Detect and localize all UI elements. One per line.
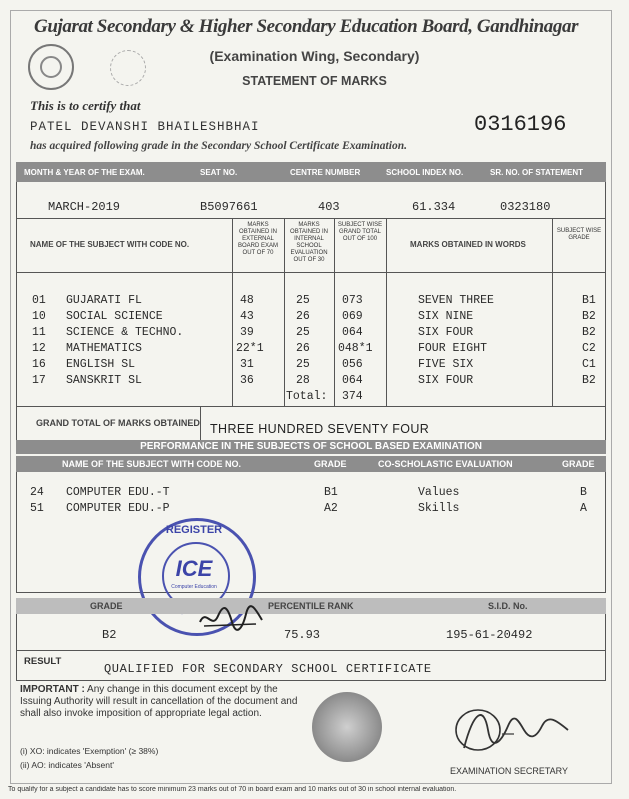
table-row [0, 310, 629, 326]
board-title: Gujarat Secondary & Higher Secondary Education Board, Gandhinagar [34, 16, 579, 37]
subject-name: ENGLISH SL [66, 358, 136, 371]
subject-grade: C1 [582, 358, 596, 371]
subject-external: 22*1 [236, 342, 264, 355]
table-row [0, 294, 629, 310]
info-header-index: SCHOOL INDEX NO. [386, 168, 464, 177]
info-seat: B5097661 [200, 200, 258, 214]
result-value: QUALIFIED FOR SECONDARY SCHOOL CERTIFICATE [104, 662, 432, 676]
subject-words: FIVE SIX [418, 358, 474, 371]
subject-words: SEVEN THREE [418, 294, 494, 307]
legend-absent: (ii) AO: indicates 'Absent' [20, 760, 114, 770]
subject-code: 12 [32, 342, 46, 355]
school-based-title: PERFORMANCE IN THE SUBJECTS OF SCHOOL BASED EXAMINATION [140, 441, 482, 452]
summary-header-sid: S.I.D. No. [488, 601, 528, 611]
legend-exemption: (i) XO: indicates 'Exemption' (≥ 38%) [20, 746, 159, 756]
subject-grade: C2 [582, 342, 596, 355]
table-row [0, 326, 629, 342]
summary-header-percentile: PERCENTILE RANK [268, 601, 354, 611]
subject-total: 064 [342, 326, 363, 339]
subject-code: 16 [32, 358, 46, 371]
subject-internal: 28 [296, 374, 310, 387]
certify-text: This is to certify that [30, 98, 141, 113]
serial-number: 0316196 [474, 112, 567, 137]
sb-grade: A2 [324, 502, 338, 515]
subject-name: SCIENCE & TECHNO. [66, 326, 184, 339]
subject-internal: 26 [296, 342, 310, 355]
student-name: PATEL DEVANSHI BHAILESHBHAI [30, 120, 260, 134]
subject-external: 31 [240, 358, 254, 371]
sb-grade: B1 [324, 486, 338, 499]
info-centre: 403 [318, 200, 340, 214]
sb-name: COMPUTER EDU.-T [66, 486, 170, 499]
result-label: RESULT [24, 656, 62, 667]
subject-words: SIX NINE [418, 310, 474, 323]
subject-external: 39 [240, 326, 254, 339]
subject-code: 11 [32, 326, 46, 339]
subject-external: 48 [240, 294, 254, 307]
info-header-sr: SR. NO. OF STATEMENT [490, 168, 584, 177]
important-body: Any change in this document except by the Issuing Authority will result in cancellation of the document and shall also invoke imposition of appropriate legal action. [20, 684, 298, 719]
info-header-centre: CENTRE NUMBER [290, 168, 361, 177]
subject-internal: 25 [296, 358, 310, 371]
subject-code: 10 [32, 310, 46, 323]
col-header-internal: MARKS OBTAINED IN INTERNAL SCHOOL EVALUATION OUT OF 30 [290, 222, 328, 263]
secretary-signature [444, 700, 584, 758]
col-header-grand: SUBJECT WISE GRAND TOTAL OUT OF 100 [337, 222, 383, 242]
subject-name: SOCIAL SCIENCE [66, 310, 163, 323]
signature-scribble [196, 604, 266, 632]
sb-name: COMPUTER EDU.-P [66, 502, 170, 515]
subject-grade: B1 [582, 294, 596, 307]
sb-co-grade: A [580, 502, 587, 515]
important-text [20, 684, 310, 720]
stamp-sub-text: Computer Education [171, 584, 217, 590]
statement-title: STATEMENT OF MARKS [242, 74, 387, 88]
table-row [0, 342, 629, 358]
info-header-exam: MONTH & YEAR OF THE EXAM. [24, 168, 145, 177]
col-header-grade: SUBJECT WISE GRADE [556, 228, 602, 241]
col-header-external: MARKS OBTAINED IN EXTERNAL BOARD EXAM OUT OF 70 [237, 222, 278, 256]
total-value: 374 [342, 390, 363, 403]
subject-code: 01 [32, 294, 46, 307]
grand-total-value: THREE HUNDRED SEVENTY FOUR [210, 422, 430, 436]
subject-grade: B2 [582, 310, 596, 323]
subject-name: GUJARATI FL [66, 294, 142, 307]
info-header-seat: SEAT NO. [200, 168, 238, 177]
subject-total: 073 [342, 294, 363, 307]
subject-grade: B2 [582, 374, 596, 387]
subject-words: FOUR EIGHT [418, 342, 488, 355]
subject-code: 17 [32, 374, 46, 387]
sb-co: Skills [418, 502, 460, 515]
table-row [0, 358, 629, 374]
total-label: Total: [286, 390, 328, 403]
sb-header-grade2: GRADE [562, 459, 595, 469]
secretary-label: EXAMINATION SECRETARY [450, 766, 569, 776]
subject-external: 43 [240, 310, 254, 323]
total-row [0, 390, 629, 406]
wing-title: (Examination Wing, Secondary) [209, 48, 420, 64]
stamp-top-text: REGISTER [165, 524, 223, 536]
subject-total: 064 [342, 374, 363, 387]
acquired-text: has acquired following grade in the Secondary School Certificate Examination. [30, 140, 407, 152]
subject-grade: B2 [582, 326, 596, 339]
table-row [0, 502, 629, 518]
sb-code: 51 [30, 502, 44, 515]
sb-code: 24 [30, 486, 44, 499]
sb-header-subject: NAME OF THE SUBJECT WITH CODE NO. [62, 459, 242, 469]
subject-internal: 26 [296, 310, 310, 323]
subject-name: SANSKRIT SL [66, 374, 142, 387]
summary-percentile: 75.93 [284, 628, 321, 642]
info-sr: 0323180 [500, 200, 551, 214]
col-header-words: MARKS OBTAINED IN WORDS [410, 240, 526, 249]
subject-name: MATHEMATICS [66, 342, 142, 355]
subject-external: 36 [240, 374, 254, 387]
table-row [0, 374, 629, 390]
sb-header-grade: GRADE [314, 459, 347, 469]
info-index: 61.334 [412, 200, 456, 214]
sb-header-co: CO-SCHOLASTIC EVALUATION [378, 459, 513, 469]
subject-total: 056 [342, 358, 363, 371]
subject-total: 069 [342, 310, 363, 323]
col-header-subject: NAME OF THE SUBJECT WITH CODE NO. [30, 240, 190, 249]
sb-co-grade: B [580, 486, 587, 499]
subject-total: 048*1 [338, 342, 373, 355]
grand-total-label: GRAND TOTAL OF MARKS OBTAINED [36, 418, 200, 428]
summary-sid: 195-61-20492 [446, 628, 533, 642]
stamp-logo: ICE [175, 556, 213, 581]
board-dark-seal [312, 692, 382, 762]
footer-note: To qualify for a subject a candidate has to score minimum 23 marks out of 70 in board exam and 10 marks out of 30 in school internal evaluation. [8, 786, 457, 793]
summary-grade: B2 [102, 628, 117, 642]
subject-words: SIX FOUR [418, 374, 474, 387]
subject-internal: 25 [296, 294, 310, 307]
important-label: IMPORTANT : [20, 684, 85, 695]
subject-internal: 25 [296, 326, 310, 339]
summary-header-grade: GRADE [90, 601, 123, 611]
subject-words: SIX FOUR [418, 326, 474, 339]
table-row [0, 486, 629, 502]
info-exam: MARCH-2019 [48, 200, 121, 214]
sb-co: Values [418, 486, 460, 499]
